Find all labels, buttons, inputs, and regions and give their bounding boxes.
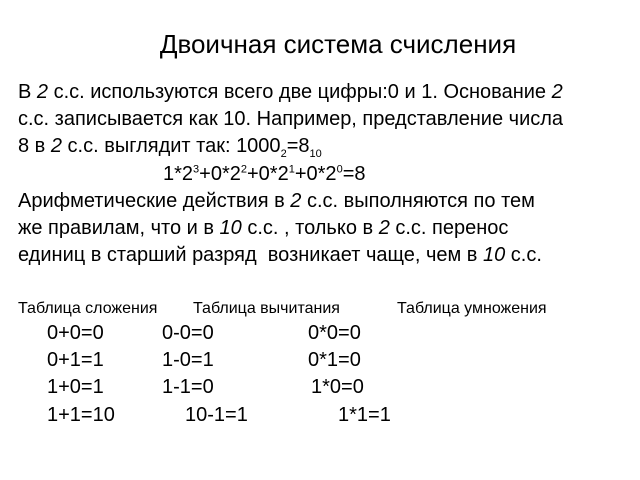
text: =8 bbox=[286, 135, 310, 157]
subtraction-row: 1-0=1 bbox=[162, 349, 214, 371]
text: с.с. используются всего две цифры:0 и 1. Основание bbox=[48, 81, 552, 103]
subtraction-row: 1-1=0 bbox=[162, 376, 214, 398]
multiplication-row: 1*1=1 bbox=[338, 404, 391, 426]
slide-title: Двоичная система счисления bbox=[159, 29, 517, 59]
text: с.с. выполняются по тем bbox=[301, 190, 535, 212]
subscript: 10 bbox=[309, 148, 322, 160]
text: с.с. bbox=[505, 244, 542, 266]
text: +0*2 bbox=[247, 163, 289, 185]
text: Арифметические действия в bbox=[18, 190, 291, 212]
text: с.с. , только в bbox=[241, 217, 379, 239]
multiplication-row: 0*1=0 bbox=[308, 349, 361, 371]
addition-row: 0+0=0 bbox=[47, 322, 104, 344]
superscript: 0 bbox=[336, 163, 343, 176]
expansion-formula bbox=[163, 162, 366, 186]
subtraction-table-header: Таблица вычитания bbox=[193, 300, 340, 317]
text: 2 bbox=[290, 190, 302, 212]
text: с.с. перенос bbox=[389, 217, 509, 239]
text: же правилам, что и в bbox=[18, 217, 220, 239]
intro-line-3 bbox=[18, 134, 322, 158]
multiplication-row: 0*0=0 bbox=[308, 322, 361, 344]
addition-row: 1+1=10 bbox=[47, 404, 115, 426]
intro-line-7 bbox=[18, 243, 542, 267]
intro-line-5 bbox=[18, 189, 535, 213]
intro-line-1 bbox=[18, 80, 563, 104]
text: с.с. выглядит так: 1000 bbox=[62, 135, 281, 157]
superscript: 1 bbox=[288, 163, 295, 176]
text: +0*2 bbox=[199, 163, 241, 185]
text: 10 bbox=[219, 217, 242, 239]
subtraction-row: 10-1=1 bbox=[185, 404, 248, 426]
text: 10 bbox=[482, 244, 506, 266]
text: В bbox=[18, 81, 37, 103]
addition-table-header: Таблица сложения bbox=[18, 300, 158, 317]
addition-row: 0+1=1 bbox=[47, 349, 104, 371]
multiplication-row: 1*0=0 bbox=[311, 376, 364, 398]
text: 2 bbox=[50, 135, 62, 157]
text: 2 bbox=[378, 217, 390, 239]
intro-line-6 bbox=[18, 216, 508, 240]
intro-line-2: с.с. записывается как 10. Например, представление числа bbox=[18, 108, 564, 130]
multiplication-table-header: Таблица умножения bbox=[397, 300, 547, 317]
text: +0*2 bbox=[294, 163, 337, 185]
superscript: 2 bbox=[240, 163, 247, 176]
text: =8 bbox=[342, 163, 366, 185]
text: 2 bbox=[551, 81, 563, 103]
subscript: 2 bbox=[280, 148, 287, 160]
text: 1*2 bbox=[163, 163, 194, 185]
text: 2 bbox=[36, 81, 49, 103]
addition-row: 1+0=1 bbox=[47, 376, 104, 398]
subtraction-row: 0-0=0 bbox=[162, 322, 214, 344]
superscript: 3 bbox=[193, 163, 200, 176]
text: 8 в bbox=[18, 135, 51, 157]
text: единиц в старший разряд возникает чаще, чем в bbox=[18, 244, 483, 266]
